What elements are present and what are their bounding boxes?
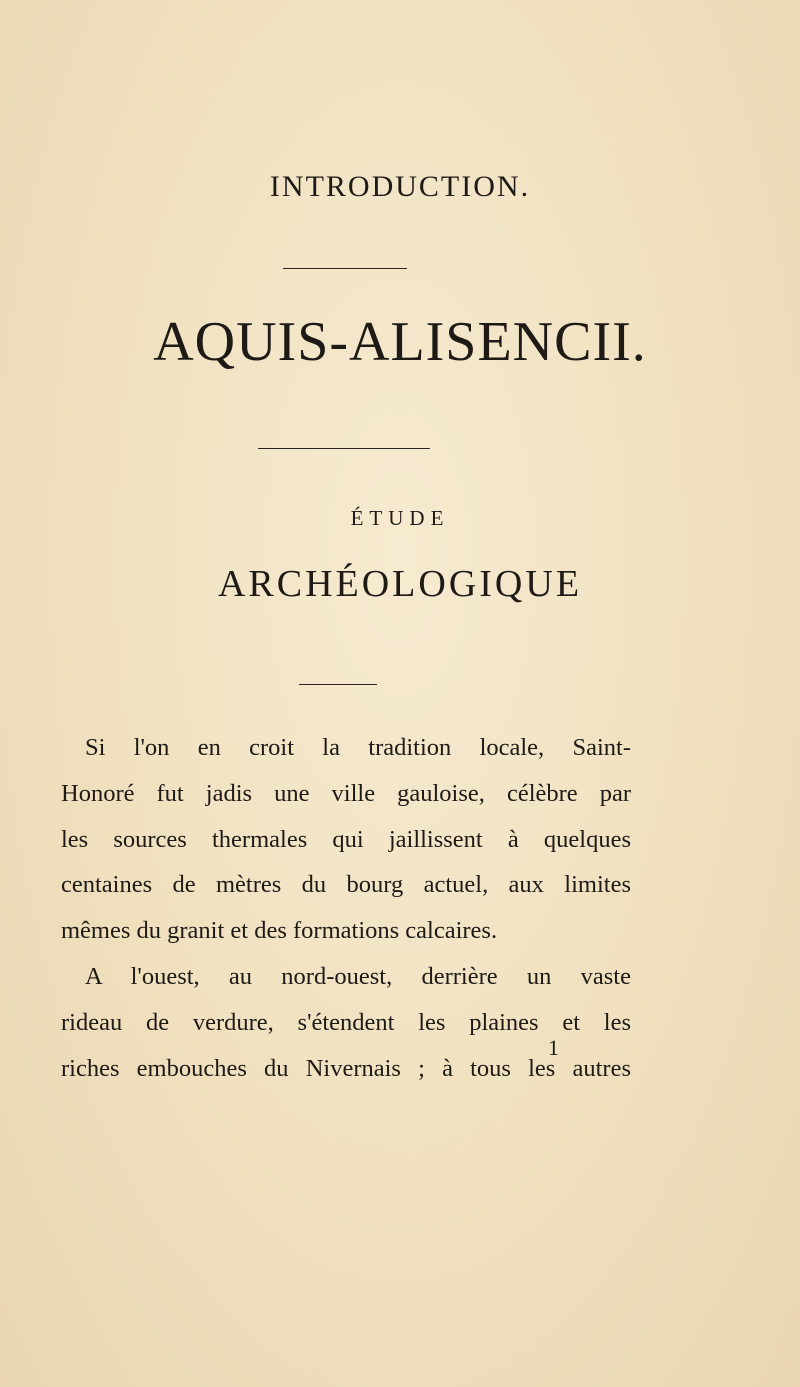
text-line: A l'ouest, au nord-ouest, derrière un vaste	[85, 962, 631, 990]
page-number: 1	[548, 1035, 559, 1060]
text-line: mêmes du granit et des formations calcaires.	[61, 917, 498, 945]
divider-rule	[258, 448, 430, 449]
divider-rule	[283, 268, 407, 269]
subtitle-line-2: ARCHÉOLOGIQUE	[217, 563, 583, 605]
page-title: AQUIS-ALISENCII.	[153, 311, 647, 373]
text-line: Honoré fut jadis une ville gauloise, célèbre par	[61, 779, 631, 807]
subtitle-line-1: ÉTUDE	[350, 506, 450, 530]
text-line: Si l'on en croit la tradition locale, Saint-	[85, 734, 631, 761]
text-line: les sources thermales qui jaillissent à quelques	[61, 825, 631, 853]
text-line: riches embouches du Nivernais ; à tous les autres	[61, 1054, 631, 1082]
text-line: rideau de verdure, s'étendent les plaines et les	[61, 1008, 631, 1036]
text-line: centaines de mètres du bourg actuel, aux limites	[61, 871, 631, 899]
body-text	[61, 725, 631, 1091]
section-heading: INTRODUCTION.	[269, 170, 531, 203]
divider-rule	[299, 684, 377, 685]
